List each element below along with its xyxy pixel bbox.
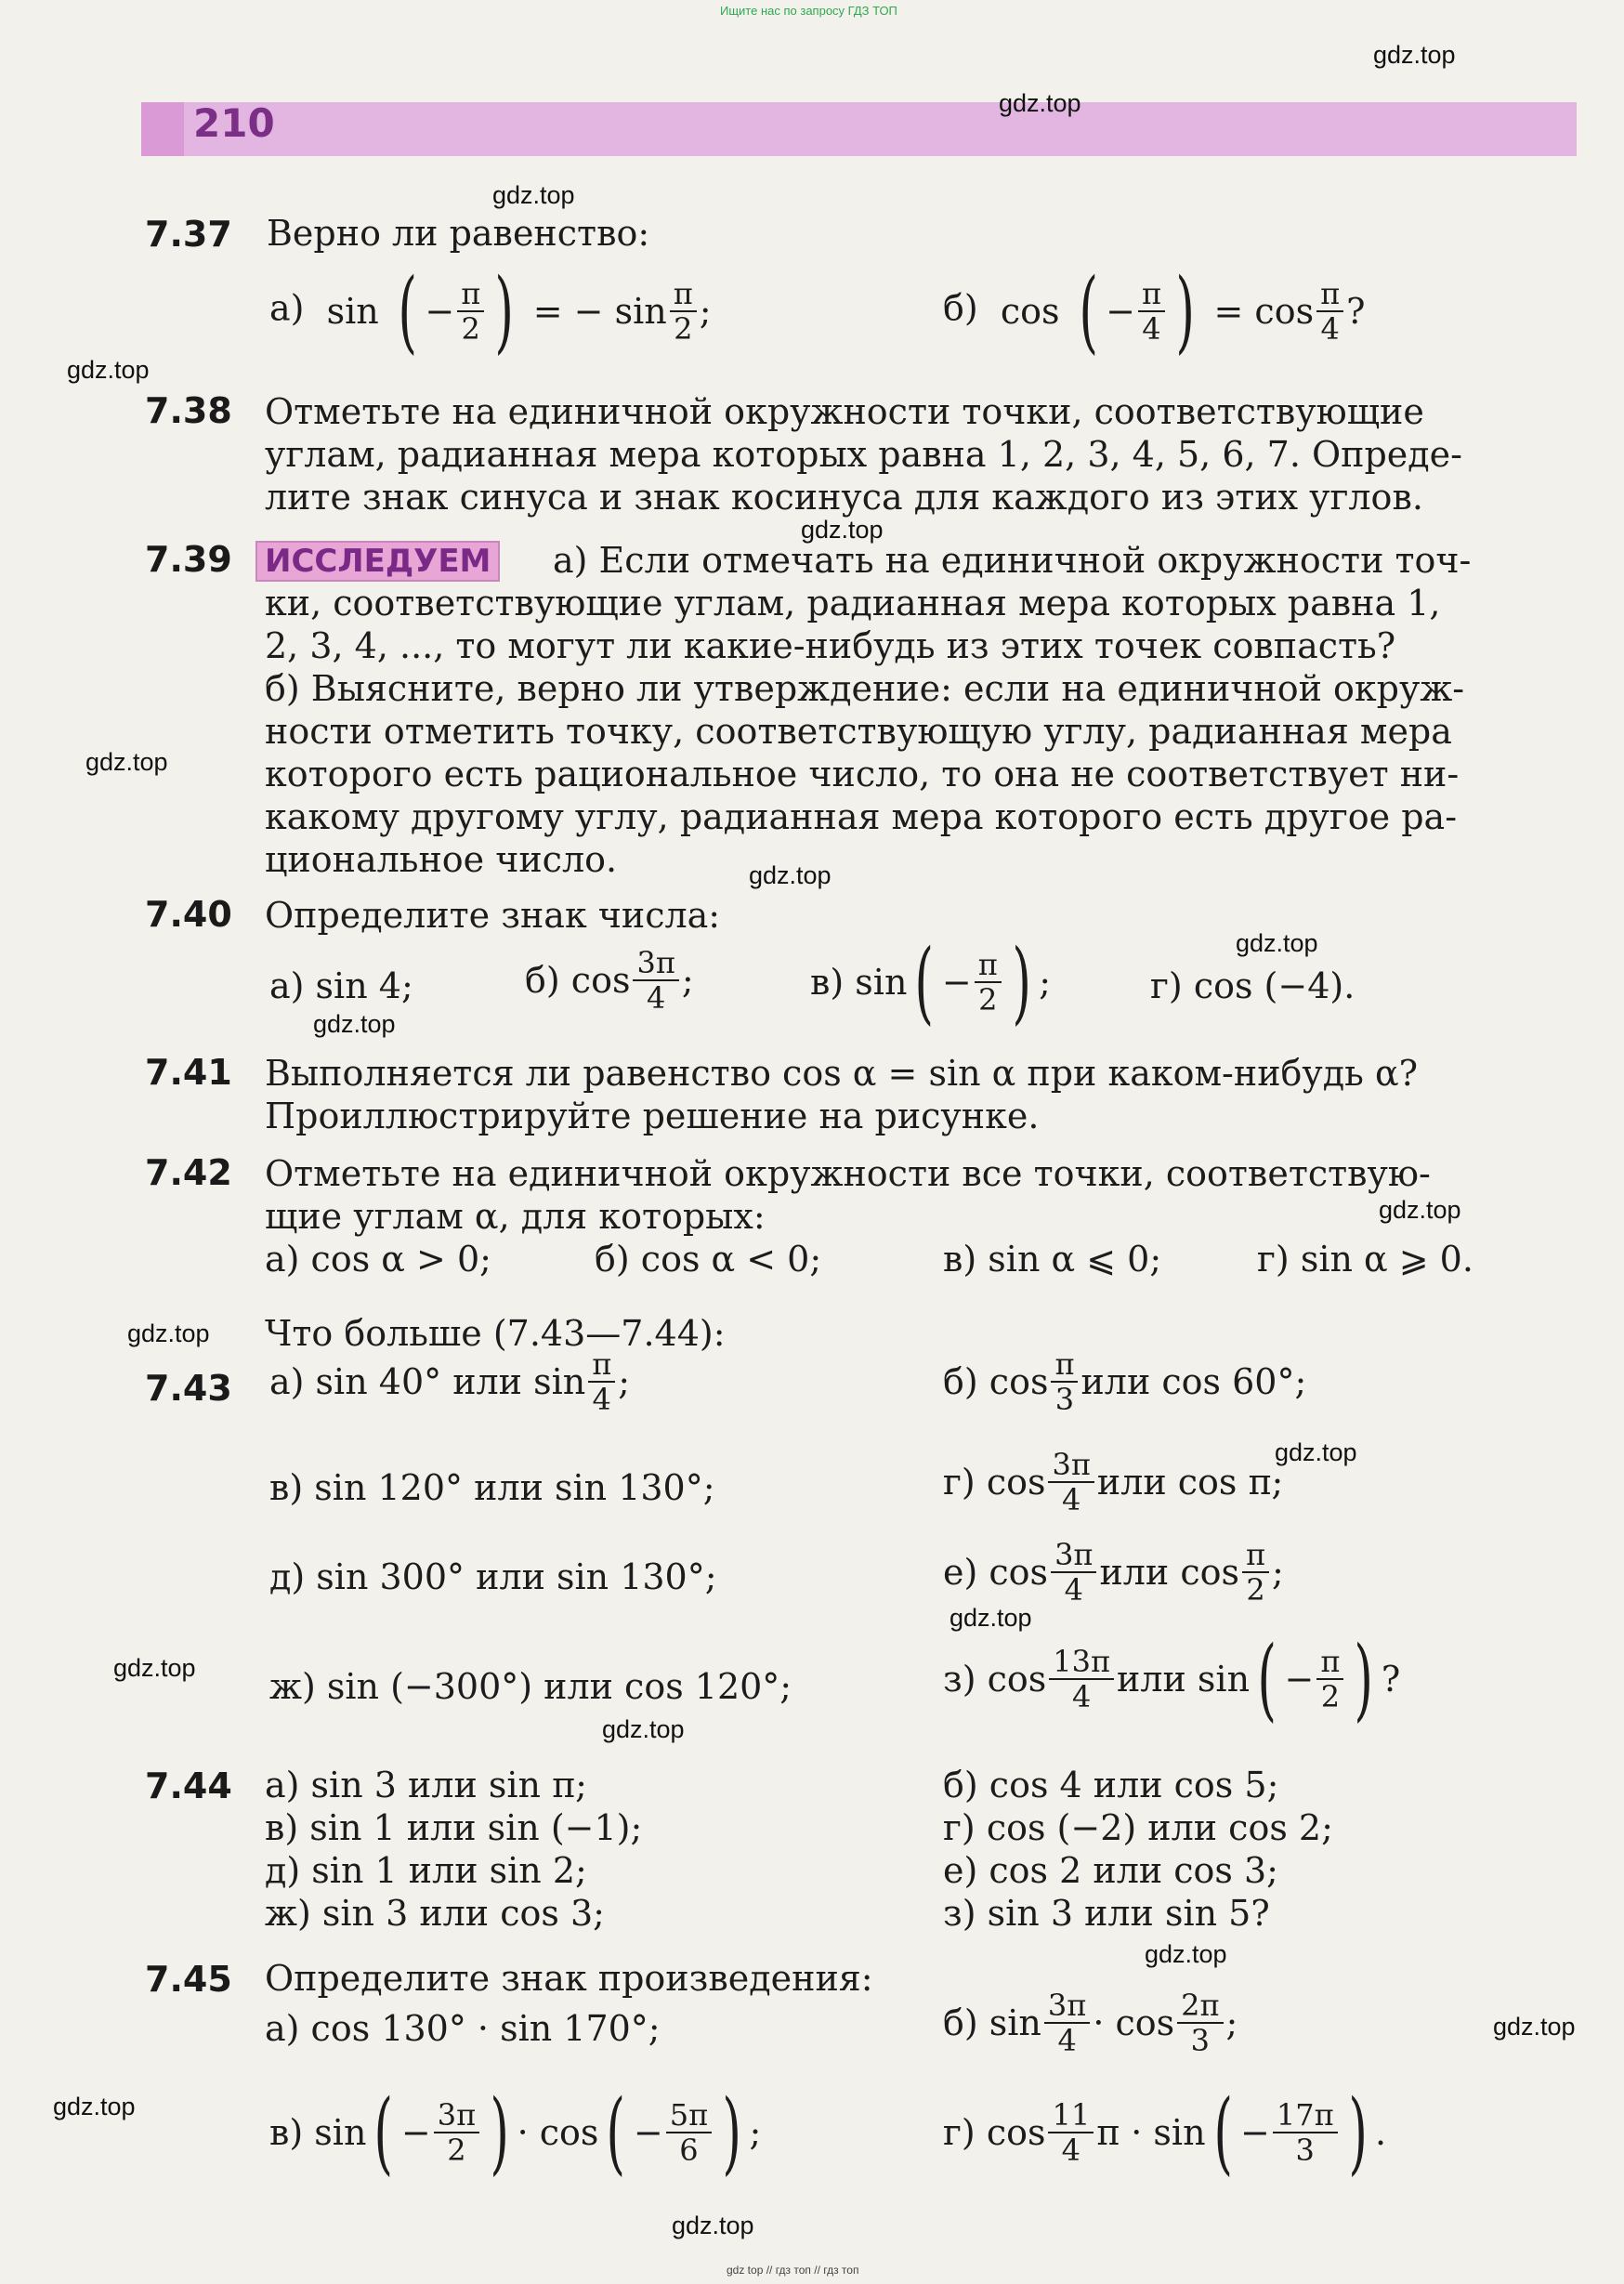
watermark: gdz.top — [999, 89, 1081, 117]
top-notice: Ищите нас по запросу ГДЗ ТОП — [720, 4, 897, 18]
problem-line: щие углам α, для которых: — [265, 1196, 766, 1237]
problem-number: 7.41 — [145, 1052, 232, 1093]
watermark: gdz.top — [313, 1010, 396, 1038]
option-e: е) cos $\frac{3\pi}{4}$ или cos $\frac{\pi}{2}$ ; — [943, 1537, 1284, 1608]
option-b: б) cos 4 или cos 5; — [943, 1765, 1279, 1805]
option-a: а) sin 4; — [269, 965, 413, 1006]
watermark: gdz.top — [1275, 1438, 1357, 1466]
watermark: gdz.top — [1379, 1196, 1461, 1224]
option-b: б) sin $\frac{3\pi}{4}$ · cos $\frac{2\pi}{3}$ ; — [943, 1988, 1238, 2058]
problem-line: Выполняется ли равенство cos α = sin α при каком-нибудь α? — [265, 1053, 1418, 1094]
problem-line: углам, радианная мера которых равна 1, 2, 3, 4, 5, 6, 7. Опреде- — [265, 434, 1463, 475]
research-badge: ИССЛЕДУЕМ — [255, 541, 500, 582]
problem-line: ки, соответствующие углам, радианная мера которых равна 1, — [265, 583, 1441, 624]
watermark: gdz.top — [801, 516, 884, 544]
formula-a: а) sin ( − $\frac{\pi}{2}$ ) = − sin $\frac{\pi}{2}$ ; — [269, 259, 712, 363]
option-b: б) cos $\frac{3\pi}{4}$ ; — [525, 945, 694, 1016]
header-bar-accent — [141, 102, 184, 156]
option-d: г) sin α ⩾ 0. — [1257, 1239, 1473, 1280]
watermark: gdz.top — [1493, 2013, 1576, 2041]
problem-line: ности отметить точку, соответствующую углу, радианная мера — [265, 711, 1452, 752]
problem-line: Отметьте на единичной окружности все точки, соответствую- — [265, 1153, 1431, 1194]
option-g: г) cos $\frac{11}{4}$ π · sin( − $\frac{17\pi}{3}$ ) . — [943, 2081, 1387, 2185]
problem-line: 2, 3, 4, ..., то могут ли какие-нибудь из этих точек совпасть? — [265, 625, 1396, 666]
option-b: б) cos $\frac{\pi}{3}$ или cos 60°; — [943, 1346, 1307, 1417]
watermark: gdz.top — [1236, 929, 1318, 957]
watermark: gdz.top — [492, 181, 575, 209]
watermark: gdz.top — [1373, 41, 1456, 69]
footer-notice: gdz top // гдз топ // гдз топ — [727, 2264, 859, 2277]
problem-line: Отметьте на единичной окружности точки, соответствующие — [265, 391, 1424, 432]
problem-line: какому другому углу, радианная мера которого есть другое ра- — [265, 796, 1458, 837]
problem-line: Проиллюстрируйте решение на рисунке. — [265, 1096, 1040, 1136]
problem-number: 7.40 — [145, 894, 232, 935]
problem-text: Определите знак числа: — [265, 895, 721, 936]
option-zh: ж) sin 3 или cos 3; — [265, 1893, 605, 1934]
option-a: а) sin 40° или sin $\frac{\pi}{4}$ ; — [269, 1346, 631, 1417]
watermark: gdz.top — [67, 356, 150, 384]
option-a: а) cos α > 0; — [265, 1239, 491, 1280]
problem-line: а) Если отмечать на единичной окружности точ- — [553, 540, 1472, 581]
option-a: а) sin 3 или sin π; — [265, 1765, 587, 1805]
problem-number: 7.37 — [145, 214, 232, 255]
problem-text: Верно ли равенство: — [267, 213, 650, 254]
problem-number: 7.44 — [145, 1766, 232, 1806]
option-z: з) cos $\frac{13\pi}{4}$ или sin( − $\frac{\pi}{2}$ ) ? — [943, 1627, 1401, 1731]
option-z: з) sin 3 или sin 5? — [943, 1893, 1270, 1934]
problem-line: которого есть рациональное число, то она не соответствует ни- — [265, 754, 1460, 794]
watermark: gdz.top — [672, 2212, 754, 2239]
problem-number: 7.43 — [145, 1368, 232, 1409]
option-g: г) cos (−2) или cos 2; — [943, 1807, 1333, 1848]
problem-text: Определите знак произведения: — [265, 1958, 873, 1999]
problem-line: б) Выясните, верно ли утверждение: если на единичной окруж- — [265, 668, 1465, 709]
option-d: г) cos (−4). — [1150, 965, 1356, 1006]
watermark: gdz.top — [950, 1604, 1032, 1632]
option-a: а) cos 130° · sin 170°; — [265, 2008, 661, 2049]
problem-line: лите знак синуса и знак косинуса для каждого из этих углов. — [265, 477, 1423, 518]
watermark: gdz.top — [749, 861, 832, 889]
watermark: gdz.top — [602, 1715, 685, 1743]
watermark: gdz.top — [1145, 1940, 1227, 1968]
problem-line: циональное число. — [265, 839, 618, 880]
option-v: в) sin 1 или sin (−1); — [265, 1807, 643, 1848]
problem-number: 7.38 — [145, 390, 232, 431]
problem-number: 7.39 — [145, 539, 232, 580]
option-zh: ж) sin (−300°) или cos 120°; — [269, 1666, 792, 1707]
option-c: в) sin( − $\frac{\pi}{2}$ ) ; — [810, 930, 1052, 1034]
watermark: gdz.top — [127, 1319, 210, 1347]
header-bar — [141, 102, 1577, 156]
watermark: gdz.top — [53, 2093, 136, 2120]
watermark: gdz.top — [85, 748, 168, 776]
option-v: в) sin( − $\frac{3\pi}{2}$ ) · cos( − $\frac{5\pi}{6}$ ) ; — [269, 2081, 762, 2185]
option-c: в) sin α ⩽ 0; — [943, 1239, 1162, 1280]
option-e: е) cos 2 или cos 3; — [943, 1850, 1278, 1891]
problem-number: 7.42 — [145, 1152, 232, 1193]
option-v: в) sin 120° или sin 130°; — [269, 1467, 715, 1508]
section-heading: Что больше (7.43—7.44): — [265, 1313, 726, 1354]
option-b: б) cos α < 0; — [595, 1239, 822, 1280]
problem-number: 7.45 — [145, 1959, 232, 2000]
watermark: gdz.top — [113, 1654, 196, 1682]
option-d: д) sin 1 или sin 2; — [265, 1850, 587, 1891]
option-g: г) cos $\frac{3\pi}{4}$ или cos π; — [943, 1447, 1284, 1517]
option-d: д) sin 300° или sin 130°; — [269, 1556, 717, 1597]
page-number: 210 — [193, 100, 275, 146]
formula-b: б) cos ( − $\frac{\pi}{4}$ ) = cos $\frac{\pi}{4}$ ? — [943, 259, 1366, 363]
